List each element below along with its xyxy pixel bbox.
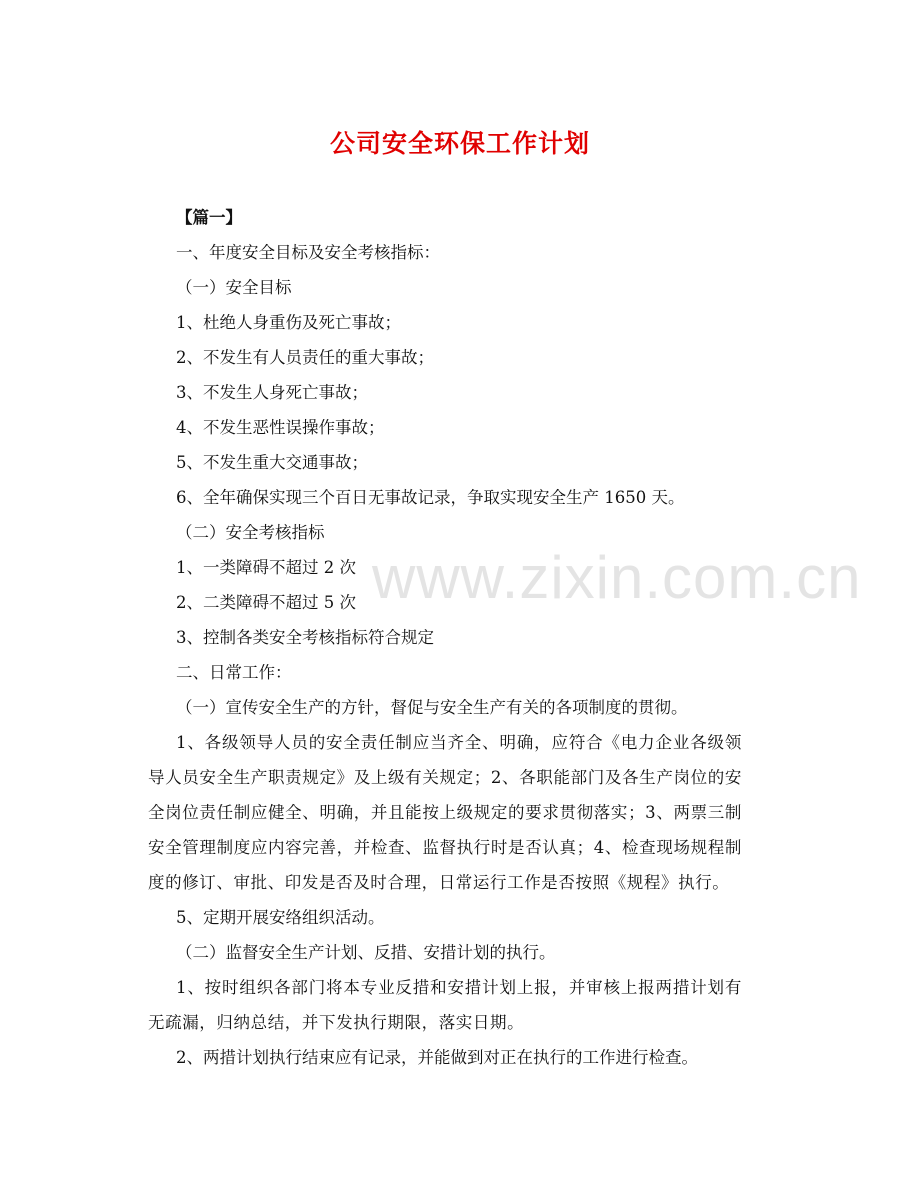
goal-item: 1、杜绝人身重伤及死亡事故； xyxy=(176,313,401,332)
indicator-item: 1、一类障碍不超过 2 次 xyxy=(176,558,356,577)
paragraph-activities: 5、定期开展安络组织活动。 xyxy=(176,908,385,927)
subheading-publicity: （一）宣传安全生产的方针，督促与安全生产有关的各项制度的贯彻。 xyxy=(176,698,688,717)
paragraph-responsibilities-text: 1、各级领导人员的安全责任制应当齐全、明确，应符合《电力企业各级领导人员安全生产职责规定》及上级有关规定；2、各职能部门及各生产岗位的安全岗位责任制应健全、明确，并且能按上级规定的要求贯彻落实；3、两票三制安全管理制度应内容完善，并检查、监督执行时是否认真；4、检查现场规程制度的修订、审批、印发是否及时合理，日常运行工作是否按照《规程》执行。 xyxy=(148,733,742,892)
goal-item: 2、不发生有人员责任的重大事故； xyxy=(176,348,434,367)
section-tag: 【篇一】 xyxy=(176,208,242,227)
paragraph-plan-records: 2、两措计划执行结束应有记录，并能做到对正在执行的工作进行检查。 xyxy=(176,1048,698,1067)
heading-daily-work: 二、日常工作： xyxy=(176,663,292,682)
document-title: 公司安全环保工作计划 xyxy=(329,129,590,158)
heading-annual-goals: 一、年度安全目标及安全考核指标： xyxy=(176,243,440,262)
subheading-safety-goals: （一）安全目标 xyxy=(176,278,292,297)
indicator-item: 3、控制各类安全考核指标符合规定 xyxy=(176,628,434,647)
subheading-supervision: （二）监督安全生产计划、反措、安措计划的执行。 xyxy=(176,943,556,962)
goal-item: 5、不发生重大交通事故； xyxy=(176,453,368,472)
watermark: www.zixin.com.cn xyxy=(372,544,862,611)
goal-item: 4、不发生恶性误操作事故； xyxy=(176,418,385,437)
goal-item: 6、全年确保实现三个百日无事故记录，争取实现安全生产 1650 天。 xyxy=(176,488,685,507)
subheading-assessment-indicators: （二）安全考核指标 xyxy=(176,523,325,542)
indicator-item: 2、二类障碍不超过 5 次 xyxy=(176,593,356,612)
document-body xyxy=(148,200,742,1075)
paragraph-plan-submission-text: 1、按时组织各部门将本专业反措和安措计划上报，并审核上报两措计划有无疏漏，归纳总结，并下发执行期限，落实日期。 xyxy=(148,978,742,1032)
goal-item: 3、不发生人身死亡事故； xyxy=(176,383,368,402)
paragraph-responsibilities xyxy=(148,725,742,900)
paragraph-plan-submission xyxy=(148,970,742,1040)
